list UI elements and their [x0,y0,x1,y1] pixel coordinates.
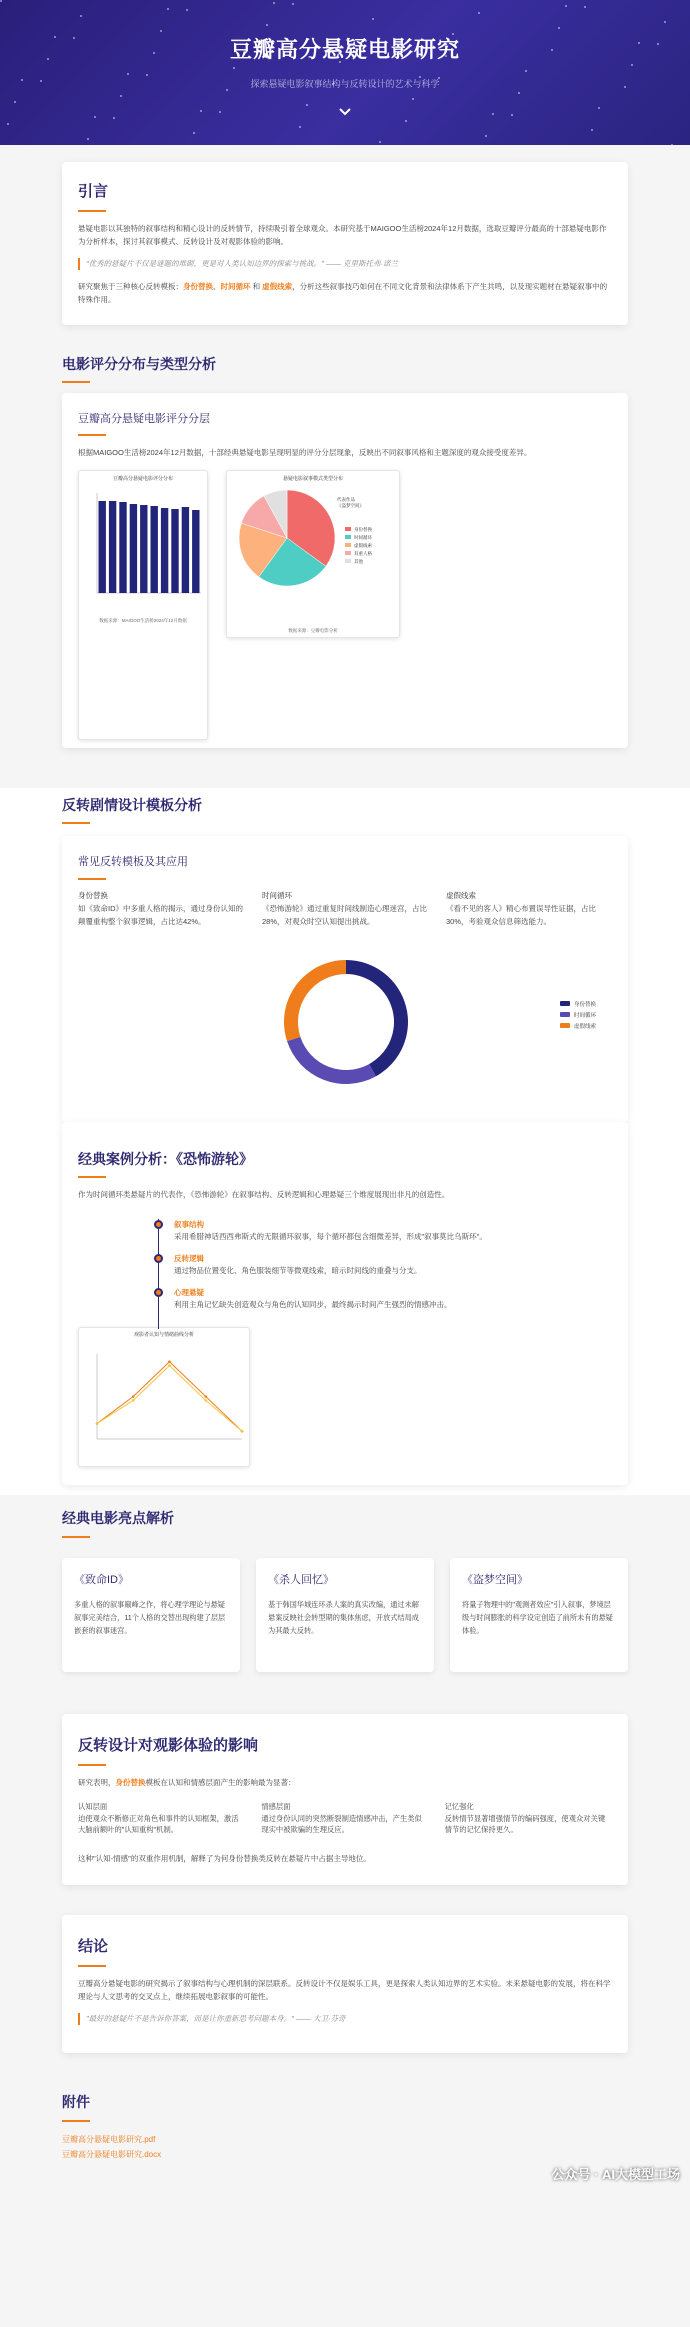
attachment-docx-link[interactable]: 豆瓣高分悬疑电影研究.docx [62,2149,162,2159]
distribution-desc: 根据MAIGOO生活榜2024年12月数据，十部经典悬疑电影呈现明显的评分分层现象，反映出不同叙事风格和主题深度的观众接受度差异。 [78,448,532,458]
legend-label: 时间循环 [354,534,372,540]
star-dot [598,107,600,109]
conclusion-card [62,1915,628,2053]
title-underline [62,1536,90,1538]
pie-annotation: 《盗梦空间》 [337,502,364,508]
legend-label: 身份替换 [354,526,372,532]
case-study-title: 经典案例分析：《恐怖游轮》 [78,1150,253,1167]
timeline-dot [154,1254,163,1263]
star-dot [7,123,9,125]
star-dot [671,144,673,145]
title-underline [78,210,106,212]
legend-swatch [345,535,351,539]
title-underline [62,2120,90,2122]
templates-card-title: 常见反转模板及其应用 [78,856,188,868]
attachments-title: 附件 [62,2094,90,2111]
conclusion-paragraph: 豆瓣高分悬疑电影的研究揭示了叙事结构与心理机制的深层联系。反转设计不仅是娱乐工具，更是探索人类认知边界的艺术实验。未来悬疑电影的发展，将在科学理论与人文思考的交叉点上，继续拓展电影叙事的可能性。 [78,1979,611,2002]
donut-segment [346,960,408,1076]
impact-foot: 这种"认知-情感"的双重作用机制，解释了为何身份替换类反转在悬疑片中占据主导地位。 [78,1853,371,1863]
impact-cognitive: 认知层面 迫使观众不断修正对角色和事件的认知框架，激活大脑前额叶的"认知重构"机制。 [78,1801,239,1835]
impact-emotional: 情感层面 通过身份认同的突然断裂制造情感冲击，产生类似现实中被欺骗的生理反应。 [261,1801,422,1835]
star-dot [299,126,301,128]
line-chart-title: 观影者认知与情绪曲线分析 [133,1332,194,1339]
distribution-card [62,393,628,748]
star-dot [405,120,407,122]
line-point [241,1430,244,1433]
reversal-band [0,788,690,1496]
timeline [158,1219,612,1311]
star-dot [379,141,381,143]
impact-title: 反转设计对观影体验的影响 [78,1736,259,1754]
legend-label: 虚假线索 [354,542,372,548]
legend-label: 身份替换 [574,1001,597,1008]
title-underline [78,1764,106,1766]
legend-swatch [560,1023,570,1028]
bar-chart-footnote: 数据来源：MAIGOO生活榜2024年12月数据 [99,618,187,624]
legend-label: 双重人格 [354,550,372,556]
line-point [132,1396,135,1399]
legend-swatch [345,559,351,563]
donut-segment [284,960,346,1041]
intro-title: 引言 [78,183,109,200]
impact-columns [78,1801,612,1836]
page-title: 豆瓣高分悬疑电影研究 [229,37,460,62]
highlight-timeloop: 时间循环 [220,282,251,292]
star-dot [306,104,308,106]
star-dot [412,98,414,100]
title-underline [78,1176,106,1178]
pie-annotation: 代表作品 [337,496,355,502]
timeline-item: 叙事结构 采用希腊神话西西弗斯式的无限循环叙事，每个循环都包含细微差异，形成"叙事莫比乌斯环"。 [158,1219,612,1243]
star-dot [113,117,115,119]
pie-chart-footnote: 数据来源：豆瓣电影分析 [288,628,338,634]
pie-chart [227,483,401,623]
bar [192,510,199,593]
line-chart [79,1339,251,1464]
reversal-section-title: 反转剧情设计模板分析 [62,796,202,813]
line-point [168,1361,171,1364]
chevron-down-icon[interactable] [337,104,353,120]
highlight-identity: 身份替换 [183,282,213,292]
intro-quote: "优秀的悬疑片不仅是谜题的堆砌，更是对人类认知边界的探索与挑战。" —— 克里斯托弗·诺兰 [78,258,612,270]
bar [140,505,147,593]
star-dot [94,116,96,118]
impact-memory: 记忆强化 反转情节显著增强情节的编码强度，使观众对关键情节的记忆保持更久。 [444,1801,606,1835]
legend-swatch [345,551,351,555]
star-dot [219,111,221,113]
legend-label: 时间循环 [574,1012,597,1019]
intro-paragraph-2: 研究聚焦于三种核心反转模板：身份替换、时间循环 和 虚假线索，分析这些叙事技巧如何在不同文化背景和法律体系下产生共鸣，以及现实题材在悬疑叙事中的特殊作用。 [78,282,608,305]
bar [161,508,168,593]
star-dot [492,113,494,115]
star-dot [14,101,16,103]
star-dot [591,129,593,131]
watermark: 公众号 · AI大模型工场 [551,2167,680,2183]
bar [99,501,106,593]
highlights-section-title: 经典电影亮点解析 [62,1510,174,1527]
distribution-section-title: 电影评分分布与类型分析 [62,355,216,372]
star-dot [127,73,129,75]
line-series [97,1366,242,1432]
attachments [62,2091,628,2192]
donut-segment [287,1037,376,1084]
pie-chart-box [226,470,400,638]
line-point [204,1399,207,1402]
impact-intro: 研究表明，身份替换模板在认知和情感层面产生的影响最为显著： [78,1777,296,1787]
bar [182,507,189,593]
hero-banner [0,0,690,145]
bar-chart [79,483,209,613]
highlight-falseclue: 虚假线索 [262,282,293,292]
title-underline [78,1965,106,1967]
line-series [97,1362,242,1432]
case-study-desc: 作为时间循环类悬疑片的代表作，《恐怖游轮》在叙事结构、反转逻辑和心理悬疑三个维度展现出非凡的创造性。 [78,1190,450,1200]
reversal-templates-card [62,836,628,1122]
case-study-card [62,1122,628,1486]
title-underline [62,381,90,383]
template-falseclue: 虚假线索 《看不见的客人》精心布置误导性证据，占比30%，考验观众信息筛选能力。 [446,890,596,926]
intro-card [62,162,628,325]
attachment-pdf-link[interactable]: 豆瓣高分悬疑电影研究.pdf [62,2134,156,2144]
star-dot [525,70,527,72]
templates-grid [78,890,612,928]
movie-card[interactable]: 《盗梦空间》 将量子物理中的"观测者效应"引入叙事，梦境层级与时间膨胀的科学设定创造了前所未有的悬疑体验。 [450,1558,628,1672]
donut-chart [62,954,628,1104]
title-underline [78,434,106,436]
title-underline [62,822,90,824]
star-dot [485,135,487,137]
page-subtitle: 探索悬疑电影叙事结构与反转设计的艺术与科学 [250,79,440,90]
line-point [204,1396,207,1399]
conclusion-title: 结论 [78,1938,109,1956]
intro-paragraph: 悬疑电影以其独特的叙事结构和精心设计的反转情节，持续吸引着全球观众。本研究基于MAIGOO生活榜2024年12月数据，选取豆瓣评分最高的十部悬疑电影作为分析样本，探讨其叙事模式、反转设计及对观影体验的影响。 [78,224,607,247]
template-timeloop: 时间循环 《恐怖游轮》通过重复时间线制造心理迷宫，占比28%，对观众时空认知提出挑战。 [262,890,427,926]
bar [171,509,178,593]
timeline-item: 反转逻辑 通过物品位置变化、角色服装细节等微观线索，暗示时间线的重叠与分支。 [158,1253,612,1277]
line-point [168,1365,171,1368]
timeline-item: 心理悬疑 利用主角记忆缺失创造观众与角色的认知同步，最终揭示时间产生强烈的情感冲击。 [158,1287,612,1311]
star-dot [120,95,122,97]
pie-chart-title: 悬疑电影叙事模式类型分布 [282,475,343,482]
timeline-dot [154,1220,163,1229]
star-dot [518,92,520,94]
star-dot [233,67,235,69]
legend-swatch [560,1001,570,1006]
bar [109,501,116,593]
legend-label: 虚假线索 [574,1023,597,1030]
movie-cards [62,1558,628,1672]
bar [130,504,137,593]
distribution-card-title: 豆瓣高分悬疑电影评分分层 [78,412,210,425]
star-dot [146,74,148,76]
bar [119,502,126,593]
legend-label: 其他 [354,558,363,564]
star-dot [193,132,195,134]
template-identity: 身份替换 如《致命ID》中多重人格的揭示，通过身份认知的颠覆重构整个叙事逻辑，占比达42%。 [78,890,243,926]
bar [151,506,158,593]
bar-chart-title: 豆瓣高分悬疑电影评分分布 [112,475,173,482]
title-underline [78,878,106,880]
legend-swatch [345,543,351,547]
legend-swatch [560,1012,570,1017]
movie-card[interactable]: 《致命ID》 多重人格的叙事巅峰之作，将心理学理论与悬疑叙事完美结合，11个人格的交替出现构建了层层嵌套的叙事迷宫。 [62,1558,240,1672]
star-dot [200,110,202,112]
movie-card[interactable]: 《杀人回忆》 基于韩国华城连环杀人案的真实改编，通过未解悬案反映社会转型期的集体焦虑，开放式结局成为其最大反转。 [256,1558,434,1672]
impact-card [62,1714,628,1885]
line-point [132,1399,135,1402]
star-dot [511,114,513,116]
line-point [96,1423,99,1426]
line-chart-box [78,1327,250,1467]
timeline-dot [154,1288,163,1297]
star-dot [87,138,89,140]
conclusion-quote: "最好的悬疑片不是告诉你答案，而是让你重新思考问题本身。" —— 大卫·芬奇 [78,2013,612,2025]
legend-swatch [345,527,351,531]
bar-chart-box [78,470,208,740]
